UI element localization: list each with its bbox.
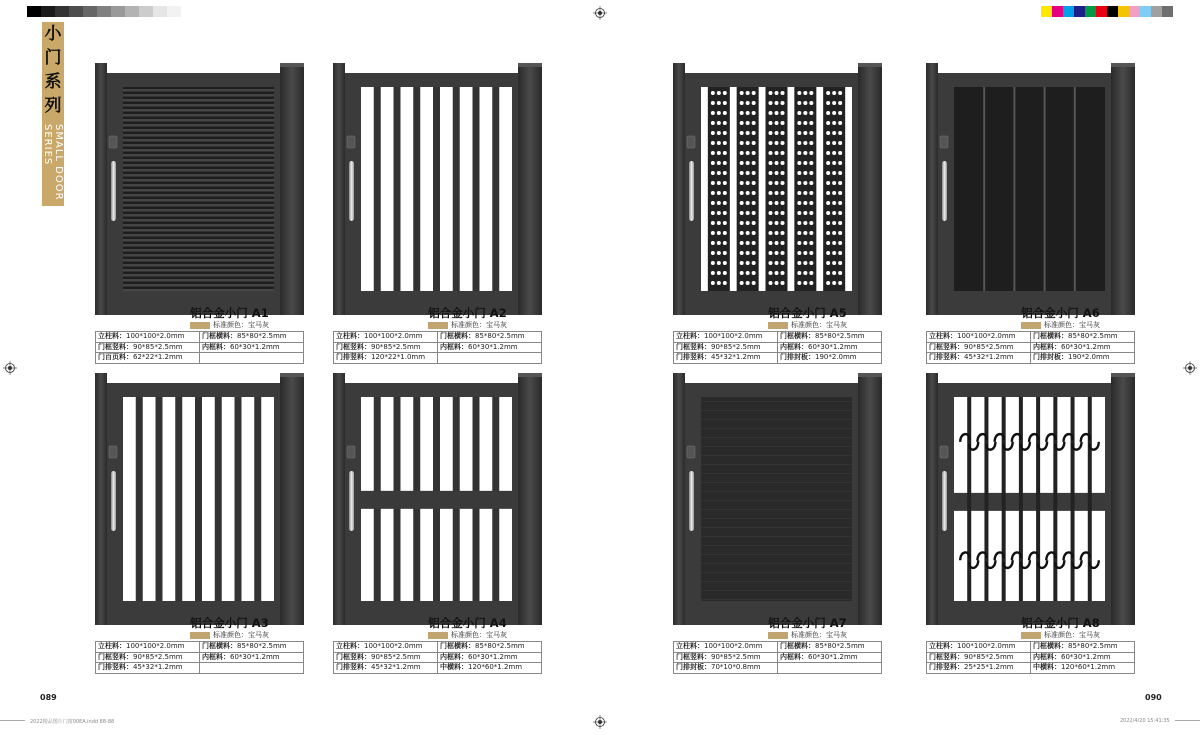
spec-row [334,332,542,343]
color-label: 标准颜色：宝马灰 [791,321,847,329]
right-post [518,63,542,315]
spec-value: 60*30*1.2mm [808,342,858,351]
spec-row [927,652,1135,663]
spec-cell [438,342,542,353]
spec-key: 立柱料： [336,642,364,651]
spec-cell [200,642,304,653]
spec-key: 立柱料： [676,642,704,651]
door-label [363,306,572,330]
door-image-a5 [673,63,882,315]
spec-row [96,332,304,343]
spec-cell [674,353,778,364]
spec-value: 90*85*2.5mm [371,342,421,351]
series-title-char: 系 [42,70,64,94]
spec-value: 60*30*1.2mm [468,342,518,351]
spec-key: 立柱料： [929,332,957,341]
color-swatch [1085,6,1096,17]
color-swatch [190,632,210,639]
door-infill [954,87,1105,291]
left-post [673,373,685,625]
spec-cell [1031,353,1135,364]
door-name: 铝合金小门 A1 [190,306,269,320]
spec-key: 中横料： [440,663,468,672]
spec-table [673,641,882,674]
spec-key: 门框横料： [1033,642,1068,651]
spec-key: 门框竖料： [676,342,711,351]
color-swatch [1151,6,1162,17]
gray-swatch [111,6,125,17]
door-name: 铝合金小门 A8 [1021,616,1100,630]
spec-value: 60*30*1.2mm [1061,342,1111,351]
door-name: 铝合金小门 A2 [428,306,507,320]
color-swatch [1140,6,1151,17]
spec-key: 门框横料： [202,642,237,651]
gray-swatch [27,6,41,17]
door-label [703,616,912,640]
door-label [956,306,1165,330]
handle [942,161,947,221]
spec-row [96,342,304,353]
page-number-left: 089 [40,693,57,702]
right-post [1111,373,1135,625]
standard-color [190,321,269,330]
spec-value: 60*30*1.2mm [1061,652,1111,661]
spec-value: 62*22*1.2mm [133,353,183,362]
right-post [1111,63,1135,315]
spec-cell [927,642,1031,653]
spec-cell [778,652,882,663]
spec-key: 门框横料： [780,642,815,651]
standard-color [428,631,507,640]
spec-key: 门框竖料： [929,342,964,351]
door-label [703,306,912,330]
spec-key: 门框横料： [440,332,475,341]
gray-swatch [69,6,83,17]
spec-value: 190*2.0mm [815,353,857,362]
spec-key: 内框料： [202,342,230,351]
right-post [518,373,542,625]
spec-key: 门框横料： [1033,332,1068,341]
color-swatch [1074,6,1085,17]
spec-cell [438,652,542,663]
door-name: 铝合金小门 A4 [428,616,507,630]
spec-value: 90*85*2.5mm [133,652,183,661]
color-swatch [1021,632,1041,639]
spec-value: 100*100*2.0mm [126,642,185,651]
color-label: 标准颜色：宝马灰 [213,321,269,329]
spec-key: 门排竖料： [929,663,964,672]
spec-value: 85*80*2.5mm [475,642,525,651]
left-post [95,373,107,625]
spec-row [96,642,304,653]
spec-row [674,642,882,653]
spec-cell [778,642,882,653]
door-image-a2 [333,63,542,315]
gray-swatch [41,6,55,17]
color-calibration-bar [1041,6,1173,17]
spec-table [95,331,304,364]
color-swatch [1107,6,1118,17]
spec-cell [778,342,882,353]
spec-row [927,332,1135,343]
door-name: 铝合金小门 A5 [768,306,847,320]
spec-key: 立柱料： [676,332,704,341]
spec-cell [1031,642,1135,653]
spec-row [674,663,882,674]
spec-value: 90*85*2.5mm [711,652,761,661]
spec-value: 100*100*2.0mm [704,642,763,651]
spec-value: 100*100*2.0mm [126,332,185,341]
spec-value: 85*80*2.5mm [475,332,525,341]
spec-value: 85*80*2.5mm [1068,642,1118,651]
door-image-a8 [926,373,1135,625]
standard-color [768,631,847,640]
color-swatch [1162,6,1173,17]
spec-cell [334,663,438,674]
spec-row [96,353,304,364]
spec-cell [96,642,200,653]
lock-icon [109,136,117,148]
door-image-a7 [673,373,882,625]
spec-value: 100*100*2.0mm [364,332,423,341]
spec-value: 85*80*2.5mm [815,642,865,651]
standard-color [1021,321,1100,330]
spec-value: 85*80*2.5mm [815,332,865,341]
standard-color [768,321,847,330]
spec-cell [1031,342,1135,353]
spec-key: 内框料： [780,652,808,661]
door-name: 铝合金小门 A7 [768,616,847,630]
spec-row [674,353,882,364]
spec-cell [334,652,438,663]
left-post [95,63,107,315]
lock-icon [940,136,948,148]
spec-value: 85*80*2.5mm [237,332,287,341]
spec-value: 70*10*0.8mm [711,663,761,672]
registration-mark-right [1183,361,1197,375]
spec-key: 门排竖料： [676,353,711,362]
spec-cell [96,342,200,353]
gray-swatch [153,6,167,17]
spec-key: 门排封板： [1033,353,1068,362]
spec-row [96,652,304,663]
left-post [333,63,345,315]
spec-value: 60*30*1.2mm [230,652,280,661]
lock-icon [109,446,117,458]
spec-key: 门百页料： [98,353,133,362]
spec-cell [438,353,542,364]
spec-row [927,353,1135,364]
spec-key: 门排竖料： [336,353,371,362]
spec-value: 120*60*1.2mm [468,663,523,672]
spec-value: 90*85*2.5mm [711,342,761,351]
spec-key: 门框竖料： [336,342,371,351]
handle [349,471,354,531]
door-infill [701,87,852,291]
spec-cell [674,332,778,343]
color-swatch [1118,6,1129,17]
spec-table [95,641,304,674]
gray-swatch [97,6,111,17]
spec-value: 120*22*1.0mm [371,353,426,362]
spec-key: 内框料： [440,652,468,661]
spec-value: 100*100*2.0mm [957,642,1016,651]
door-image-a4 [333,373,542,625]
standard-color [190,631,269,640]
color-swatch [1096,6,1107,17]
color-swatch [1041,6,1052,17]
gray-swatch [139,6,153,17]
lock-icon [687,136,695,148]
spec-value: 45*32*1.2mm [133,663,183,672]
spec-cell [200,342,304,353]
spec-key: 立柱料： [929,642,957,651]
spec-key: 立柱料： [98,332,126,341]
spec-cell [927,663,1031,674]
spec-cell [438,332,542,343]
color-label: 标准颜色：宝马灰 [1044,321,1100,329]
door-image-a6 [926,63,1135,315]
series-subtitle-line: SMALL DOOR [53,124,64,201]
door-label [125,616,334,640]
handle [111,161,116,221]
spec-key: 内框料： [1033,342,1061,351]
spec-cell [200,353,304,364]
spec-value: 90*85*2.5mm [964,342,1014,351]
door-image-a1 [95,63,304,315]
spec-key: 门排竖料： [929,353,964,362]
spec-table [333,331,542,364]
door-name: 铝合金小门 A3 [190,616,269,630]
spec-key: 门框横料： [780,332,815,341]
color-label: 标准颜色：宝马灰 [213,631,269,639]
series-subtitle [42,124,64,201]
spec-cell [438,642,542,653]
color-swatch [1052,6,1063,17]
spec-table [673,331,882,364]
lock-icon [687,446,695,458]
spec-key: 门排封板： [780,353,815,362]
right-post [280,373,304,625]
left-post [333,373,345,625]
spec-value: 90*85*2.5mm [133,342,183,351]
page-number-right: 090 [1145,693,1162,702]
color-label: 标准颜色：宝马灰 [451,631,507,639]
spec-cell [96,663,200,674]
color-label: 标准颜色：宝马灰 [791,631,847,639]
standard-color [428,321,507,330]
color-label: 标准颜色：宝马灰 [451,321,507,329]
spec-row [674,332,882,343]
spec-value: 45*32*1.2mm [711,353,761,362]
standard-color [1021,631,1100,640]
color-swatch [1129,6,1140,17]
spec-key: 门排竖料： [98,663,133,672]
handle [349,161,354,221]
spec-key: 立柱料： [98,642,126,651]
spec-value: 60*30*1.2mm [230,342,280,351]
spec-cell [200,663,304,674]
registration-mark-top [593,6,607,20]
color-swatch [428,632,448,639]
spec-cell [778,332,882,343]
spec-cell [96,332,200,343]
gray-swatch [83,6,97,17]
handle [111,471,116,531]
spec-key: 门框竖料： [98,652,133,661]
door-infill [361,397,512,601]
spec-key: 内框料： [202,652,230,661]
spec-value: 190*2.0mm [1068,353,1110,362]
spec-key: 门排竖料： [336,663,371,672]
spec-key: 门框横料： [440,642,475,651]
color-label: 标准颜色：宝马灰 [1044,631,1100,639]
spec-row [334,353,542,364]
spec-cell [334,342,438,353]
spec-key: 门框竖料： [98,342,133,351]
spec-cell [927,353,1031,364]
spec-row [674,342,882,353]
spec-table [926,331,1135,364]
cut-line-right [1175,720,1200,721]
spec-cell [927,342,1031,353]
color-swatch [768,632,788,639]
spec-key: 门框竖料： [929,652,964,661]
lock-icon [347,446,355,458]
series-title-char: 小 [42,22,64,46]
spec-row [334,663,542,674]
print-slug-right: 2022/4/20 15:41:35 [1120,718,1170,724]
door-infill [701,397,852,601]
spec-table [333,641,542,674]
spec-cell [927,332,1031,343]
spec-value: 120*60*1.2mm [1061,663,1116,672]
series-title-char: 列 [42,94,64,118]
spec-value: 100*100*2.0mm [957,332,1016,341]
spec-value: 60*30*1.2mm [808,652,858,661]
spec-row [674,652,882,663]
cut-line-left [0,720,25,721]
spec-key: 门框横料： [202,332,237,341]
spec-value: 100*100*2.0mm [364,642,423,651]
spec-value: 85*80*2.5mm [1068,332,1118,341]
gray-swatch [167,6,181,17]
spec-key: 门排封板： [676,663,711,672]
spec-cell [674,663,778,674]
spec-cell [334,353,438,364]
door-infill [954,397,1105,601]
spec-cell [334,332,438,343]
left-post [926,373,938,625]
spec-cell [778,663,882,674]
spec-key: 内框料： [440,342,468,351]
spec-cell [927,652,1031,663]
spec-cell [674,642,778,653]
door-image-a3 [95,373,304,625]
registration-mark-bottom [593,715,607,729]
grayscale-calibration-bar [27,6,181,17]
spec-cell [96,353,200,364]
series-subtitle-line: SERIES [42,124,53,166]
spec-cell [334,642,438,653]
spec-key: 门框竖料： [336,652,371,661]
spec-cell [1031,332,1135,343]
door-name: 铝合金小门 A6 [1021,306,1100,320]
spec-row [96,663,304,674]
spec-cell [1031,663,1135,674]
spec-cell [778,353,882,364]
spec-value: 25*25*1.2mm [964,663,1014,672]
door-label [125,306,334,330]
door-infill [361,87,512,291]
series-tab [42,22,64,206]
spec-value: 90*85*2.5mm [964,652,1014,661]
color-swatch [428,322,448,329]
door-infill [123,87,274,292]
spec-key: 内框料： [1033,652,1061,661]
spec-cell [674,342,778,353]
spec-row [334,342,542,353]
spec-table [926,641,1135,674]
handle [942,471,947,531]
spec-cell [200,332,304,343]
spec-cell [96,652,200,663]
color-swatch [1021,322,1041,329]
spec-row [927,342,1135,353]
door-label [956,616,1165,640]
spec-value: 85*80*2.5mm [237,642,287,651]
print-slug-left: 2022精品图片门窗00EA.indd 88-88 [30,719,115,725]
spec-key: 中横料： [1033,663,1061,672]
spec-row [927,663,1135,674]
spec-cell [1031,652,1135,663]
door-label [363,616,572,640]
spec-cell [438,663,542,674]
color-swatch [768,322,788,329]
right-post [858,63,882,315]
series-title-char: 门 [42,46,64,70]
spec-key: 内框料： [780,342,808,351]
spec-cell [674,652,778,663]
handle [689,471,694,531]
spec-row [334,652,542,663]
door-infill [123,397,274,601]
spec-value: 60*30*1.2mm [468,652,518,661]
spec-key: 门框竖料： [676,652,711,661]
registration-mark-left [3,361,17,375]
spec-row [927,642,1135,653]
left-post [926,63,938,315]
right-post [280,63,304,315]
spec-value: 45*32*1.2mm [371,663,421,672]
handle [689,161,694,221]
spec-cell [200,652,304,663]
spec-value: 100*100*2.0mm [704,332,763,341]
right-post [858,373,882,625]
lock-icon [940,446,948,458]
color-swatch [190,322,210,329]
left-post [673,63,685,315]
gray-swatch [55,6,69,17]
gray-swatch [125,6,139,17]
spec-key: 立柱料： [336,332,364,341]
color-swatch [1063,6,1074,17]
spec-value: 45*32*1.2mm [964,353,1014,362]
spec-row [334,642,542,653]
lock-icon [347,136,355,148]
spec-value: 90*85*2.5mm [371,652,421,661]
